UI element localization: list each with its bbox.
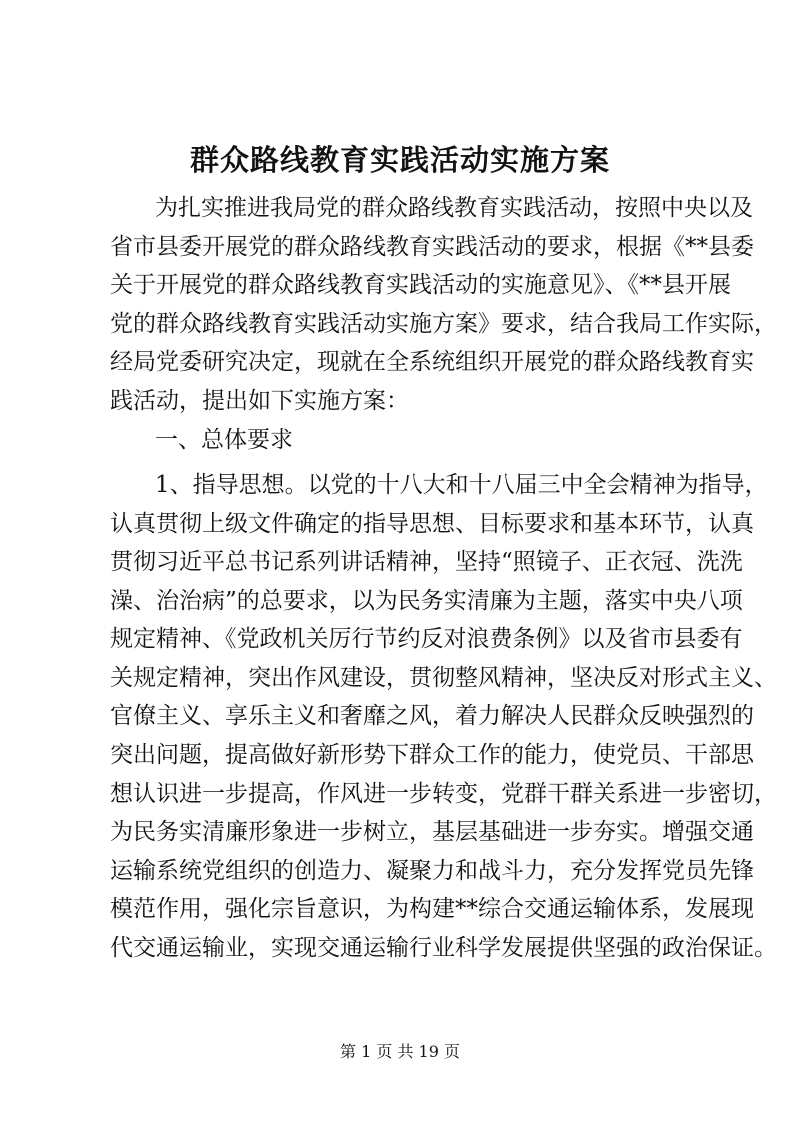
paragraph-line: 省市县委开展党的群众路线教育实践活动的要求，根据《**县委 <box>110 234 754 260</box>
paragraph-line: 认真贯彻上级文件确定的指导思想、目标要求和基本环节，认真 <box>110 511 754 537</box>
document-title: 群众路线教育实践活动实施方案 <box>189 143 610 177</box>
paragraph-line: 党的群众路线教育实践活动实施方案》要求，结合我局工作实际， <box>110 311 777 337</box>
paragraph-line: 代交通运输业，实现交通运输行业科学发展提供坚强的政治保证。 <box>110 935 777 961</box>
paragraph-line: 践活动，提出如下实施方案： <box>110 388 409 414</box>
paragraph-line: 官僚主义、享乐主义和奢靡之风，着力解决人民群众反映强烈的 <box>110 703 754 729</box>
paragraph-line: 模范作用，强化宗旨意识，为构建**综合交通运输体系，发展现 <box>110 896 754 922</box>
section-heading: 一、总体要求 <box>155 427 293 453</box>
paragraph-line: 关规定精神，突出作风建设，贯彻整风精神，坚决反对形式主义、 <box>110 665 777 691</box>
paragraph-line: 1、指导思想。以党的十八大和十八届三中全会精神为指导， <box>155 472 768 498</box>
page-number-footer: 第 1 页 共 19 页 <box>340 1042 460 1061</box>
paragraph-line: 经局党委研究决定，现就在全系统组织开展党的群众路线教育实 <box>110 349 754 375</box>
paragraph-line: 为民务实清廉形象进一步树立，基层基础进一步夯实。增强交通 <box>110 819 754 845</box>
paragraph-line: 关于开展党的群众路线教育实践活动的实施意见》、《**县开展 <box>110 272 731 298</box>
paragraph-line: 为扎实推进我局党的群众路线教育实践活动，按照中央以及 <box>155 195 753 221</box>
paragraph-line: 突出问题，提高做好新形势下群众工作的能力，使党员、干部思 <box>110 742 754 768</box>
paragraph-line: 规定精神、《党政机关厉行节约反对浪费条例》以及省市县委有 <box>110 626 743 652</box>
paragraph-line: 想认识进一步提高，作风进一步转变，党群干群关系进一步密切， <box>110 781 777 807</box>
paragraph-line: 运输系统党组织的创造力、凝聚力和战斗力，充分发挥党员先锋 <box>110 858 754 884</box>
paragraph-line: 贯彻习近平总书记系列讲话精神，坚持“照镜子、正衣冠、洗洗 <box>110 549 743 575</box>
paragraph-line: 澡、治治病”的总要求，以为民务实清廉为主题，落实中央八项 <box>110 588 743 614</box>
